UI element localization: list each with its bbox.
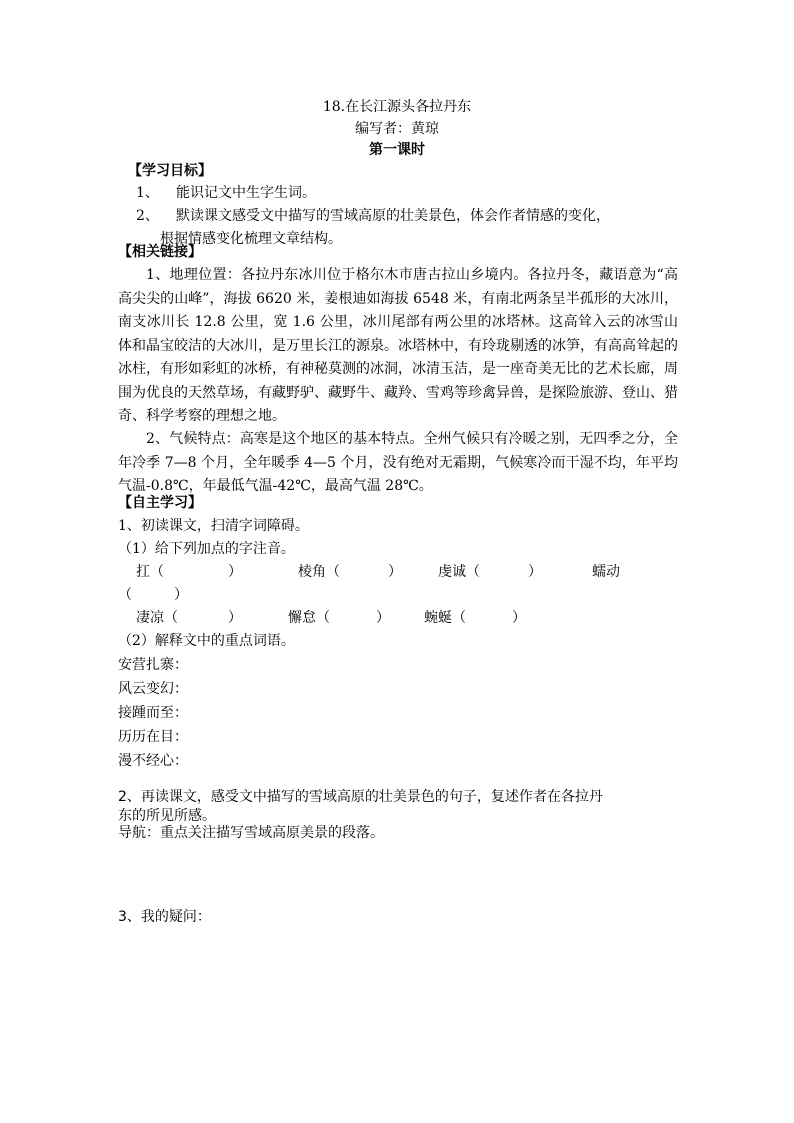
guide-note: 导航：重点关注描写雪域高原美景的段落。 [118, 825, 384, 841]
term-3: 接踵而至： [118, 705, 188, 721]
lesson-heading: 第一课时 [369, 142, 425, 158]
goals-heading: 【学习目标】 [128, 163, 212, 179]
goal-text-2: 默读课文感受文中描写的雪域高原的壮美景色，体会作者情感的变化， [176, 208, 610, 224]
author-line: 编写者：黄琼 [355, 121, 439, 137]
question-1: 1、初读课文，扫清字词障碍。 [118, 518, 309, 534]
goal-text-2-continued: 根据情感变化梳理文章结构。 [160, 231, 342, 247]
pinyin-close-qiancheng: ） [528, 564, 542, 580]
question-1-2: （2）解释文中的重点词语。 [118, 633, 295, 649]
question-2-line-1: 2、再读课文，感受文中描写的雪域高原的壮美景色的句子，复述作者在各拉丹 [118, 789, 603, 805]
pinyin-close-xiedai: ） [376, 610, 390, 626]
term-4: 历历在目： [118, 729, 188, 745]
pinyin-word-qiliang: 凄凉（ [136, 610, 178, 626]
climate-paragraph: 2、气候特点：高寒是这个地区的基本特点。全州气候只有冷暖之别，无四季之分，全年冷季 7—8 个月，全年暖季 4—5 个月，没有绝对无霜期，气候寒冷而干湿不均，年平均气温-0.8℃，年最低气温-42℃，最高气温 28℃。 [118, 431, 678, 494]
self-study-heading: 【自主学习】 [118, 495, 202, 511]
links-heading: 【相关链接】 [118, 244, 202, 260]
pinyin-word-lengjiao: 棱角（ [298, 564, 340, 580]
goal-number-2: 2、 [136, 208, 159, 224]
pinyin-word-xiedai: 懈怠（ [288, 610, 330, 626]
pinyin-close-wanyan: ） [512, 610, 526, 626]
question-3: 3、我的疑问： [118, 909, 211, 925]
term-1: 安营扎寨： [118, 657, 188, 673]
term-5: 漫不经心： [118, 753, 188, 769]
question-1-1: （1）给下列加点的字注音。 [118, 541, 295, 557]
pinyin-word-kang: 扛（ [136, 564, 164, 580]
document-title: 18.在长江源头各拉丹东 [322, 99, 472, 115]
goal-text-1: 能识记文中生字生词。 [176, 185, 316, 201]
pinyin-close-lengjiao: ） [388, 564, 402, 580]
geography-paragraph: 1、地理位置：各拉丹东冰川位于格尔木市唐古拉山乡境内。各拉丹冬，藏语意为“高高尖尖的山峰”，海拔 6620 米，姜根迪如海拔 6548 米，有南北两条呈半孤形的大冰川，南支冰川长 12.8 公里，宽 1.6 公里，冰川尾部有两公里的冰塔林。这高耸入云的冰雪山体和晶宝皎洁的大冰川，是万里长江的源泉。冰塔林中，有玲珑剔透的冰笋，有高高耸起的冰柱，有形如彩虹的冰桥，有神秘莫测的冰洞，冰清玉洁，是一座奇美无比的艺术长廊，周围为优良的天然草场，有藏野驴、藏野牛、藏羚、雪鸡等珍禽异兽，是探险旅游、登山、猎奇、科学考察的理想之地。 [118, 267, 678, 424]
goal-number-1: 1、 [136, 185, 159, 201]
pinyin-close-qiliang: ） [228, 610, 242, 626]
pinyin-close-kang: ） [228, 564, 242, 580]
pinyin-word-wanyan: 蜿蜒（ [424, 610, 466, 626]
term-2: 风云变幻： [118, 681, 188, 697]
pinyin-word-qiancheng: 虔诚（ [438, 564, 480, 580]
pinyin-wrap-rudong: （ ） [118, 587, 188, 603]
pinyin-word-rudong: 蠕动 [592, 564, 620, 580]
question-2-line-2: 东的所见所感。 [118, 808, 216, 824]
